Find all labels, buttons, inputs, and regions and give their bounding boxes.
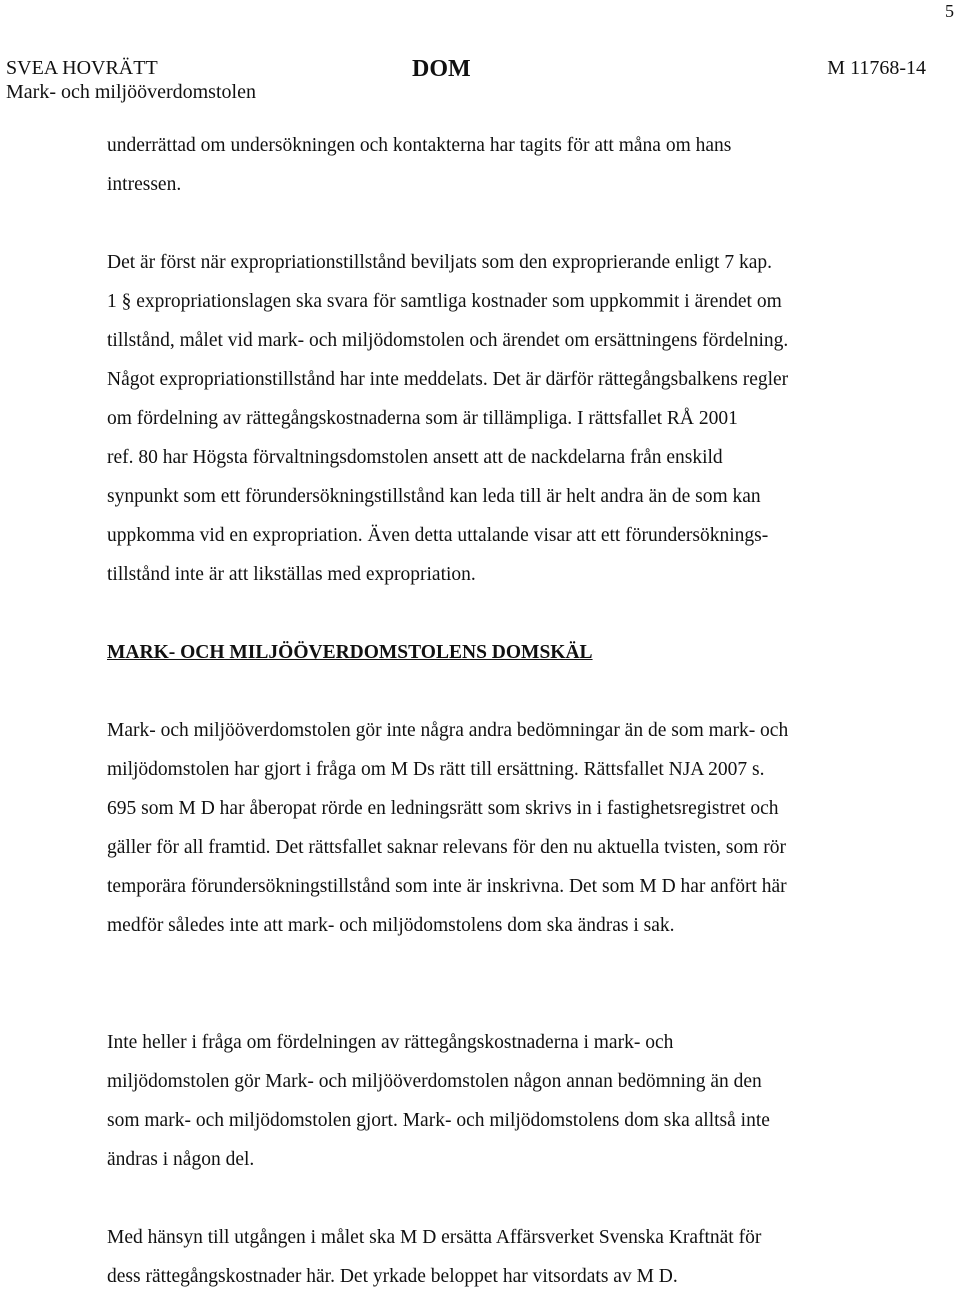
text-line: gäller för all framtid. Det rättsfallet saknar relevans för den nu aktuella tvisten, som rör — [107, 837, 787, 858]
paragraph — [107, 1218, 907, 1296]
text-line: Det är först när expropriationstillstånd beviljats som den exproprierande enligt 7 kap. — [107, 252, 772, 273]
document-type: DOM — [412, 56, 471, 82]
text-line: uppkomma vid en expropriation. Även detta uttalande visar att ett förundersöknings- — [107, 525, 769, 546]
case-number: M 11768-14 — [827, 57, 926, 79]
text-line: 1 § expropriationslagen ska svara för samtliga kostnader som uppkommit i ärendet om — [107, 291, 782, 312]
text-line: om fördelning av rättegångskostnaderna som är tillämpliga. I rättsfallet RÅ 2001 — [107, 408, 738, 429]
text-line: 695 som M D har åberopat rörde en ledningsrätt som skrivs in i fastighetsregistret och — [107, 798, 779, 819]
text-line: Inte heller i fråga om fördelningen av rättegångskostnaderna i mark- och — [107, 1032, 674, 1053]
section-heading: MARK- OCH MILJÖÖVERDOMSTOLENS DOMSKÄL — [107, 642, 593, 663]
document-header — [6, 56, 926, 106]
text-line: tillstånd, målet vid mark- och miljödomstolen och ärendet om ersättningens fördelning. — [107, 330, 789, 351]
court-name — [6, 56, 256, 104]
text-line: Mark- och miljööverdomstolen gör inte några andra bedömningar än de som mark- och — [107, 720, 789, 741]
text-line: ref. 80 har Högsta förvaltningsdomstolen ansett att de nackdelarna från enskild — [107, 447, 723, 468]
text-line: synpunkt som ett förundersökningstillstånd kan leda till är helt andra än de som kan — [107, 486, 761, 507]
text-line: intressen. — [107, 174, 182, 195]
text-line: ändras i någon del. — [107, 1149, 255, 1170]
text-line: dess rättegångskostnader här. Det yrkade beloppet har vitsordats av M D. — [107, 1266, 678, 1287]
text-line: medför således inte att mark- och miljödomstolens dom ska ändras i sak. — [107, 915, 675, 936]
text-line: Med hänsyn till utgången i målet ska M D ersätta Affärsverket Svenska Kraftnät för — [107, 1227, 762, 1248]
paragraph — [107, 711, 907, 945]
text-line: Något expropriationstillstånd har inte meddelats. Det är därför rättegångsbalkens regler — [107, 369, 789, 390]
text-line: temporära förundersökningstillstånd som inte är inskrivna. Det som M D har anfört här — [107, 876, 787, 897]
text-line: underrättad om undersökningen och kontakterna har tagits för att måna om hans — [107, 135, 732, 156]
document-body — [107, 126, 907, 1296]
court-name-line2: Mark- och miljööverdomstolen — [6, 81, 256, 103]
page-number: 5 — [945, 1, 954, 21]
text-line: miljödomstolen gör Mark- och miljööverdomstolen någon annan bedömning än den — [107, 1071, 762, 1092]
paragraph — [107, 126, 907, 204]
paragraph — [107, 243, 907, 594]
text-line: som mark- och miljödomstolen gjort. Mark- och miljödomstolens dom ska alltså inte — [107, 1110, 770, 1131]
text-line: miljödomstolen har gjort i fråga om M Ds rätt till ersättning. Rättsfallet NJA 2007 s. — [107, 759, 765, 780]
court-name-line1: SVEA HOVRÄTT — [6, 57, 158, 79]
paragraph — [107, 1023, 907, 1179]
text-line: tillstånd inte är att likställas med expropriation. — [107, 564, 476, 585]
